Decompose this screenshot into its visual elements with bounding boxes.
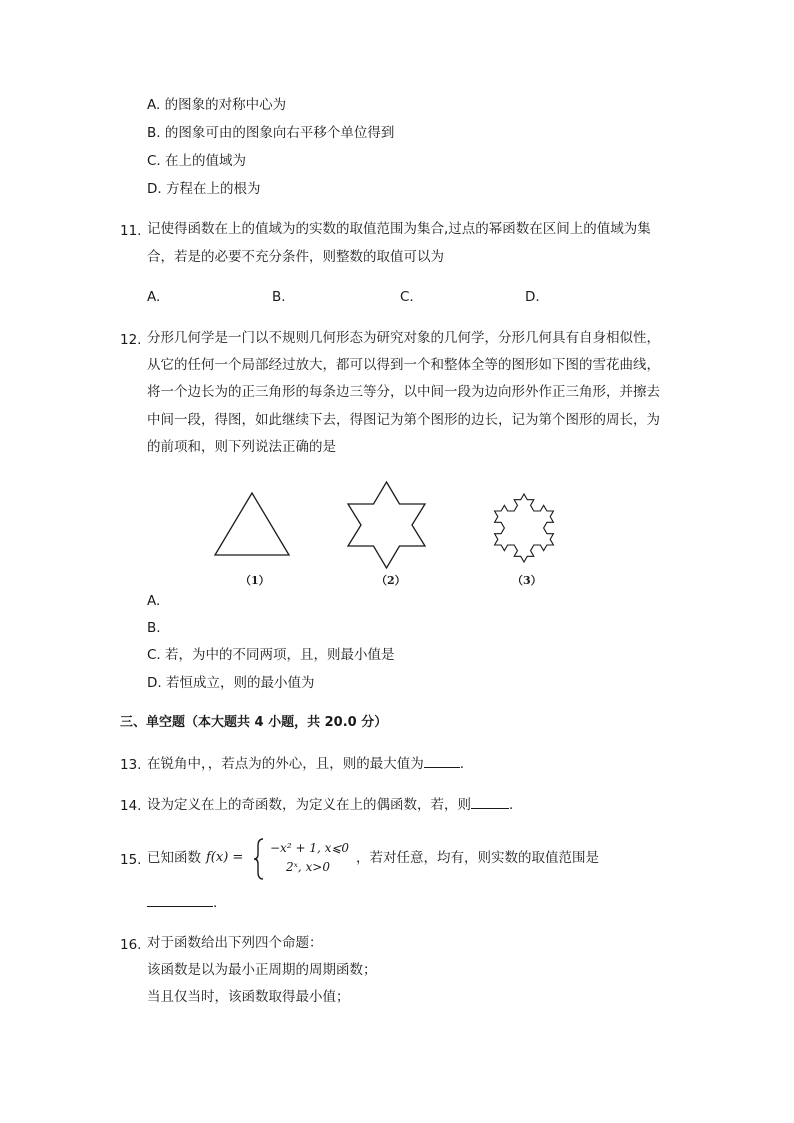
q14-number: 14. — [120, 798, 142, 814]
q12-text-line2: 从它的任何一个局部经过放大，都可以得到一个和整体全等的图形如下图的雪花曲线， — [147, 357, 660, 373]
q15-fx: f(x) = — [206, 850, 244, 865]
q16-number: 16. — [120, 937, 142, 953]
q16-text-line3: 当且仅当时，该函数取得最小值； — [147, 989, 350, 1005]
q13-text: 在锐角中，，若点为的外心，且，则的最大值为 . — [147, 756, 465, 772]
q11-text-line1: 记使得函数在上的值域为的实数的取值范围为集合,过点的幂函数在区间上的值域为集 — [147, 221, 651, 237]
q14-text: 设为定义在上的奇函数，为定义在上的偶函数，若，则 . — [147, 797, 514, 813]
q12-text-line5: 的前项和，则下列说法正确的是 — [147, 439, 336, 455]
q16-text-line2: 该函数是以为最小正周期的周期函数； — [147, 962, 377, 978]
q12-number: 12. — [120, 332, 142, 348]
q12-text-line1: 分形几何学是一门以不规则几何形态为研究对象的几何学，分形几何具有自身相似性， — [147, 330, 660, 346]
q15-answer-line: . — [147, 893, 217, 912]
q11-option-a: A. — [147, 289, 161, 305]
q14-answer-blank[interactable] — [471, 795, 509, 809]
q15-answer-blank[interactable] — [147, 893, 213, 907]
q15-tail: ，若对任意，均有，则实数的取值范围是 — [356, 850, 599, 866]
q15-case1: −x² + 1, x⩽0 — [270, 841, 350, 855]
q15-case2: 2ˣ, x>0 — [286, 860, 330, 874]
q12-option-d: D. 若恒成立，则的最小值为 — [147, 675, 315, 691]
q10-option-c: C. 在上的值域为 — [147, 153, 247, 169]
q12-option-c: C. 若，为中的不同两项，且，则最小值是 — [147, 647, 395, 663]
q12-option-a: A. — [147, 593, 161, 609]
q13-answer-blank[interactable] — [424, 754, 460, 768]
q13-number: 13. — [120, 757, 142, 773]
figure-3-snowflake — [478, 478, 570, 574]
figure-3-caption: （3） — [512, 574, 542, 587]
q11-text-line2: 合，若是的必要不充分条件，则整数的取值可以为 — [147, 249, 444, 265]
q12-text-line4: 中间一段，得图，如此继续下去，得图记为第个图形的边长，记为第个图形的周长，为 — [147, 412, 660, 428]
q11-option-d: D. — [525, 289, 540, 305]
q12-option-b: B. — [147, 620, 161, 636]
q12-text-line3: 将一个边长为的正三角形的每条边三等分，以中间一段为边向形外作正三角形，并擦去 — [147, 384, 660, 400]
q15-number: 15. — [120, 852, 142, 868]
q11-number: 11. — [120, 223, 142, 239]
q15-left-brace — [253, 838, 265, 880]
q10-option-b: B. 的图象可由的图象向右平移个单位得到 — [147, 125, 395, 141]
q16-text-line1: 对于函数给出下列四个命题： — [147, 935, 323, 951]
q10-option-a: A. 的图象的对称中心为 — [147, 97, 287, 113]
figure-1-caption: （1） — [240, 574, 270, 587]
q10-option-d: D. 方程在上的根为 — [147, 181, 261, 197]
section-3-heading: 三、单空题（本大题共 4 小题，共 20.0 分） — [120, 715, 388, 730]
figure-2-star — [348, 480, 428, 570]
figure-2-caption: （2） — [376, 574, 406, 587]
q11-option-b: B. — [272, 289, 286, 305]
q11-option-c: C. — [400, 289, 414, 305]
figure-1-triangle — [214, 492, 292, 558]
q15-lead: 已知函数 — [147, 850, 201, 866]
